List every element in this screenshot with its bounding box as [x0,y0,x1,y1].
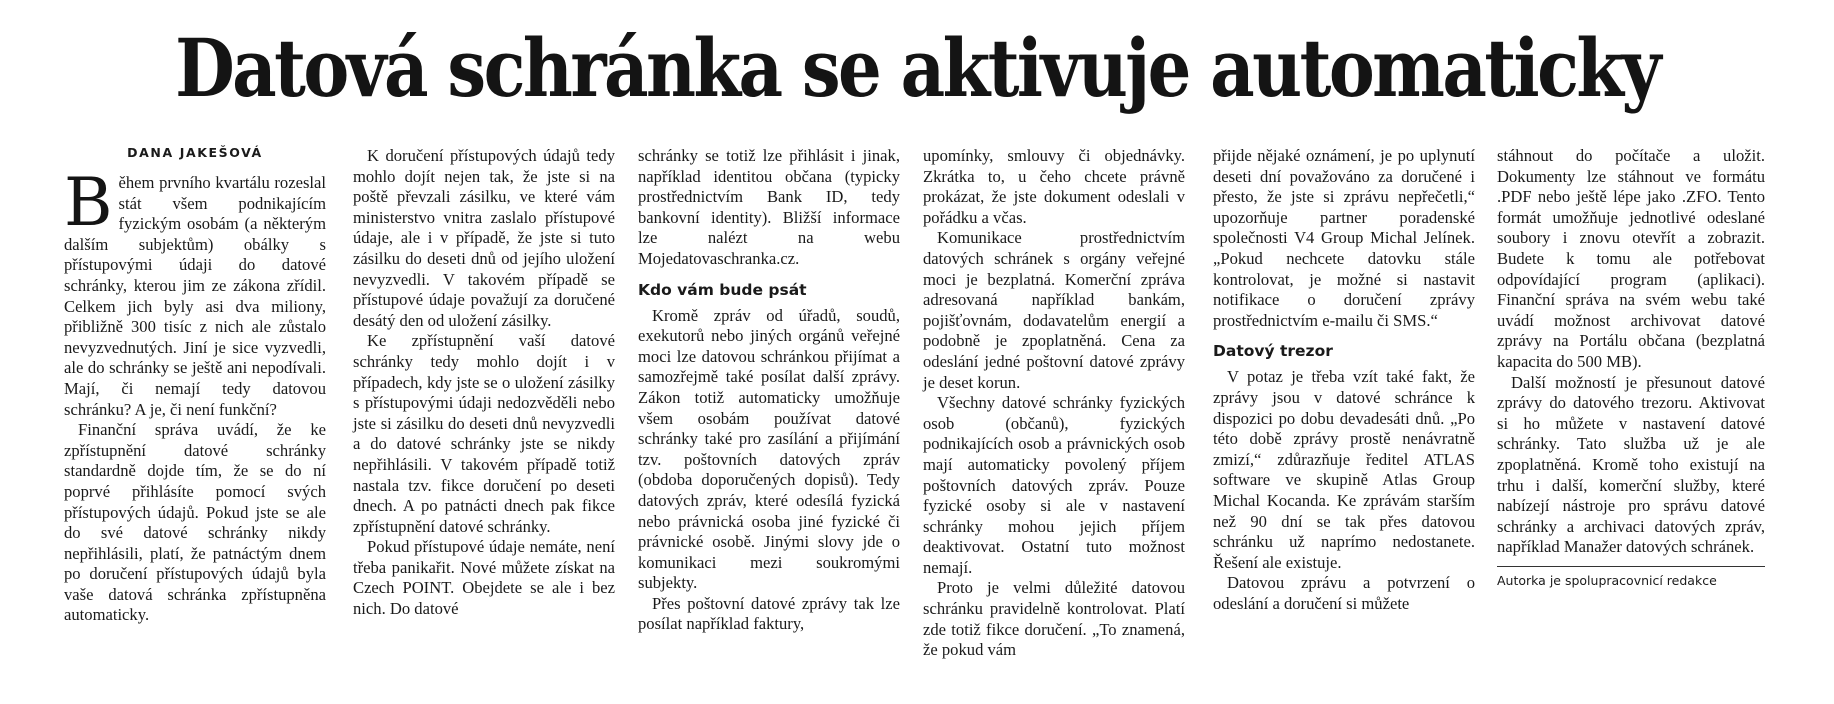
article-column-5 [1213,146,1475,614]
paragraph: schránky se totiž lze přihlásit i jinak, například identitou občana (typicky prostřednictvím Bank ID, tedy bankovní identity). Bližší informace lze nalézt na webu Mojedatovaschranka.cz. [638,146,900,268]
section-subheading: Kdo vám bude psát [638,280,807,299]
author-footnote: Autorka je spolupracovnicí redakce [1497,572,1717,588]
paragraph: Proto je velmi důležité datovou schránku pravidelně kontrolovat. Platí zde totiž fikce doručení. „To znamená, že pokud vám [923,578,1185,660]
article-column-1 [64,146,326,626]
section-subheading: Datový trezor [1213,342,1333,361]
paragraph: upomínky, smlouvy či objednávky. Zkrátka to, u čeho chcete právně prokázat, že jste dokument odeslali v pořádku a včas. [923,146,1185,227]
paragraph: Pokud přístupové údaje nemáte, není třeba panikařit. Nové můžete získat na Czech POINT. Obejdete se ale i bez nich. Do datové [353,537,615,619]
article-column-4 [923,146,1185,661]
article-headline: Datová schránka se aktivuje automaticky [175,21,1659,115]
paragraph: Datovou zprávu a potvrzení o odeslání a doručení si můžete [1213,573,1475,613]
article-column-6 [1497,146,1765,589]
paragraph: stáhnout do počítače a uložit. Dokumenty lze stáhnout ve formátu .PDF nebo ještě lépe jako .ZFO. Tento formát umožňuje jednotlivé odeslané soubory i znovu otevřít a zobrazit. Budete k tomu ale potřebovat odpovídající program (aplikaci). Finanční správa na svém webu také uvádí možnost archivovat datové zprávy na Portálu občana (bezplatná kapacita do 500 MB). [1497,146,1765,371]
article-column-2 [353,146,615,620]
author-byline: DANA JAKEŠOVÁ [127,145,263,160]
paragraph: Ke zpřístupnění vaší datové schránky tedy mohlo dojít i v případech, kdy jste se o uložení zásilky s přístupovými údaji nedozvěděli nebo jste si zásilku do deseti dnů nevyzvedli a do datové schránky jste se nikdy nepřihlásili. V takovém případě totiž nastala tzv. fikce doručení po deseti dnech. A po patnácti dnech pak fikce zpřístupnění datové schránky. [353,331,615,536]
lead-paragraph [64,164,326,420]
paragraph: Další možností je přesunout datové zprávy do datového trezoru. Aktivovat si ho můžete v nastavení datové schránky. Tato služba už je ale zpoplatněná. Kromě toho existují na trhu i další, komerční služby, které nabízejí nástroje pro správu datové schránky a archivaci datových zpráv, například Manažer datových schránek. [1497,372,1765,557]
divider [1497,566,1765,567]
paragraph: Všechny datové schránky fyzických osob (občanů), fyzických podnikajících osob a právnických osob mají automaticky povolený příjem poštovních datových zpráv. Pouze fyzické osoby si ale v nastavení schránky mohou jejich příjem deaktivovat. Ostatní tuto možnost nemají. [923,393,1185,577]
paragraph: přijde nějaké oznámení, je po uplynutí deseti dní považováno za doručené i přesto, že jste si zprávu nepřečetli,“ upozorňuje partner poradenské společnosti V4 Group Michal Jelínek. „Pokud nechcete datovku stále kontrolovat, je možné si nastavit notifikace o doručení zprávy prostřednictvím e-mailu či SMS.“ [1213,146,1475,330]
paragraph: Kromě zpráv od úřadů, soudů, exekutorů nebo jiných orgánů veřejné moci lze datovou schránkou přijímat a samozřejmě také posílat další zprávy. Zákon totiž automaticky umožňuje všem osobám používat datové schránky také pro zasílání a přijímání tzv. poštovních datových zpráv (obdoba doporučených dopisů). Tedy datových zpráv, které odesílá fyzická nebo právnická osoba jiné fyzické či právnické osobě. Jinými slovy jde o komunikaci mezi soukromými subjekty. [638,305,900,593]
paragraph: Finanční správa uvádí, že ke zpřístupnění datové schránky standardně dojde tím, že se do ní poprvé přihlásíte pomocí svých přístupových údajů. Pokud jste se ale do své datové schránky nikdy nepřihlásili, platí, že patnáctým dnem po doručení přístupových údajů byla vaše datová schránka zpřístupněna automaticky. [64,420,326,625]
paragraph: K doručení přístupových údajů tedy mohlo dojít nejen tak, že jste si na poště převzali zásilku, ve které vám ministerstvo vnitra zaslalo přístupové údaje, ale i v případě, že jste si tuto zásilku do deseti dnů od jejího uložení nevyzvedli. V takovém případě se přístupové údaje považují za doručené desátý den od uložení zásilky. [353,146,615,330]
paragraph: V potaz je třeba vzít také fakt, že zprávy jsou v datové schránce k dispozici po dobu devadesáti dnů. „Po této době zprávy prostě nenávratně zmizí,“ zdůrazňuje ředitel ATLAS software ve skupině Atlas Group Michal Kocanda. Ke zprávám starším než 90 dní se tak přes datovou schránku už naprímo nedostanete. Řešení ale existuje. [1213,367,1475,572]
drop-cap-letter: B [64,164,113,241]
paragraph: Komunikace prostřednictvím datových schránek s orgány veřejné moci je bezplatná. Komerční zpráva adresovaná například bankám, pojišťovnám, dodavatelům energií a podobně je zpoplatněná. Cena za odeslání jedné poštovní datové zprávy je deset korun. [923,228,1185,392]
paragraph: Přes poštovní datové zprávy tak lze posílat například faktury, [638,593,900,634]
article-column-3 [638,146,900,635]
lead-paragraph-text: ěhem prvního kvartálu rozeslal stát všem podnikajícím fyzickým osobám (a některým dalším subjektům) obálky s přístupovými údaji do datové schránky, kterou jim ze zákona zřídil. Celkem jich byly asi dva miliony, přibližně 300 tisíc z nich ale zůstalo nevyzvednutých. Jiní je sice vyzvedli, ale do schránky se ještě ani nepodívali. Mají, či nemají tedy datovou schránku? A je, či není funkční? [64,173,326,419]
